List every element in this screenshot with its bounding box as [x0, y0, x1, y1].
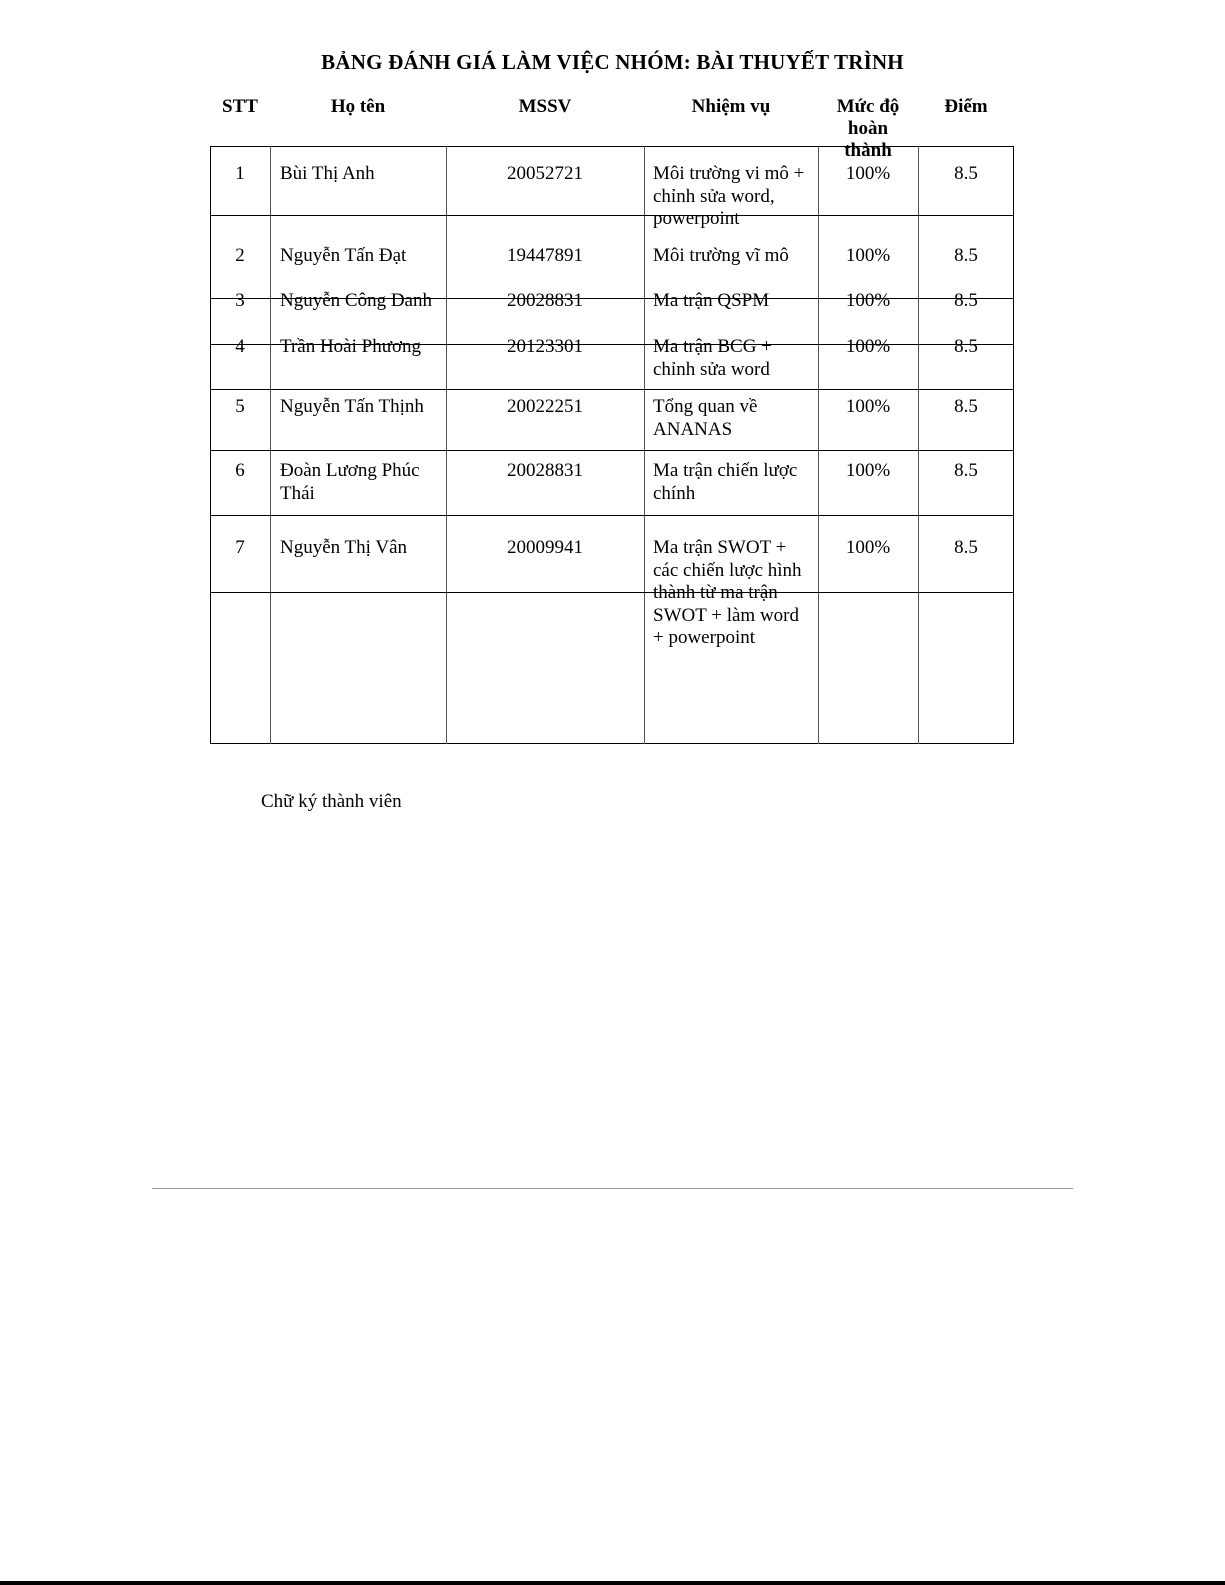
task-line: chỉnh sửa word — [653, 358, 770, 380]
row-divider — [210, 515, 1014, 516]
row-4-task — [653, 336, 772, 381]
row-4-completion: 100% — [845, 336, 891, 357]
row-6-task — [653, 460, 797, 505]
row-divider — [210, 389, 1014, 390]
row-2-mssv: 19447891 — [507, 245, 583, 266]
row-7-mssv: 20009941 — [507, 537, 583, 558]
row-1-mssv: 20052721 — [507, 163, 583, 184]
row-1-task — [653, 163, 804, 231]
row-3-score: 8.5 — [954, 290, 978, 311]
row-5-mssv: 20022251 — [507, 396, 583, 417]
task-line: ANANAS — [653, 418, 733, 440]
name-line: Đoàn Lương Phúc — [280, 460, 420, 481]
task-line: Ma trận BCG + — [653, 336, 772, 357]
row-6-stt: 6 — [235, 460, 245, 481]
row-7-task — [653, 537, 802, 650]
row-4-name: Trần Hoài Phương — [280, 336, 422, 357]
row-6-name — [280, 460, 420, 505]
row-2-name: Nguyễn Tấn Đạt — [280, 245, 407, 266]
column-divider — [270, 146, 271, 744]
task-line: chính — [653, 482, 696, 504]
row-divider — [210, 215, 1014, 216]
row-7-completion: 100% — [845, 537, 891, 558]
row-1-completion: 100% — [845, 163, 891, 184]
row-4-score: 8.5 — [954, 336, 978, 357]
evaluation-table — [210, 146, 1014, 744]
name-line: Thái — [280, 482, 315, 504]
row-3-mssv: 20028831 — [507, 290, 583, 311]
row-6-completion: 100% — [845, 460, 891, 481]
task-line: SWOT + làm word — [653, 604, 799, 626]
row-3-completion: 100% — [845, 290, 891, 311]
row-7-score: 8.5 — [954, 537, 978, 558]
task-line: Ma trận SWOT + — [653, 537, 787, 558]
header-completion-line: thành — [844, 140, 892, 161]
document-title: BẢNG ĐÁNH GIÁ LÀM VIỆC NHÓM: BÀI THUYẾT TRÌNH — [321, 50, 904, 74]
row-2-stt: 2 — [235, 245, 245, 266]
task-line: Ma trận chiến lược — [653, 460, 798, 481]
row-5-name: Nguyễn Tấn Thịnh — [280, 396, 424, 417]
row-5-completion: 100% — [845, 396, 891, 417]
header-completion-line: Mức độ — [836, 96, 900, 117]
header-mssv: MSSV — [518, 96, 572, 117]
header-completion-line: hoàn — [847, 118, 889, 139]
row-2-score: 8.5 — [954, 245, 978, 266]
header-task: Nhiệm vụ — [691, 96, 771, 117]
row-7-stt: 7 — [235, 537, 245, 558]
row-2-completion: 100% — [845, 245, 891, 266]
row-3-stt: 3 — [235, 290, 245, 311]
row-5-stt: 5 — [235, 396, 245, 417]
task-line: + powerpoint — [653, 627, 756, 648]
row-divider — [210, 592, 1014, 593]
column-divider — [818, 146, 819, 744]
task-line: Tổng quan về — [653, 396, 758, 417]
column-divider — [446, 146, 447, 744]
task-line: Môi trường vi mô + — [653, 163, 805, 184]
header-score: Điểm — [944, 96, 988, 117]
row-6-score: 8.5 — [954, 460, 978, 481]
header-stt: STT — [222, 96, 258, 117]
row-7-name: Nguyễn Thị Vân — [280, 537, 408, 558]
task-line: thành từ ma trận — [653, 582, 778, 603]
row-1-stt: 1 — [235, 163, 245, 184]
page-bottom-edge — [0, 1581, 1225, 1585]
column-divider — [644, 146, 645, 744]
task-line: powerpoint — [653, 208, 740, 229]
row-divider — [210, 450, 1014, 451]
row-3-name: Nguyễn Công Danh — [280, 290, 432, 311]
row-2-task: Môi trường vĩ mô — [653, 245, 789, 266]
row-5-score: 8.5 — [954, 396, 978, 417]
page-divider — [152, 1188, 1073, 1189]
header-name: Họ tên — [330, 96, 386, 117]
row-5-task — [653, 396, 757, 441]
row-1-score: 8.5 — [954, 163, 978, 184]
row-4-stt: 4 — [235, 336, 245, 357]
row-4-mssv: 20123301 — [507, 336, 583, 357]
task-line: chỉnh sửa word, — [653, 185, 775, 207]
signature-label: Chữ ký thành viên — [261, 791, 402, 812]
row-3-task: Ma trận QSPM — [653, 290, 770, 311]
row-1-name: Bùi Thị Anh — [280, 163, 375, 184]
row-6-mssv: 20028831 — [507, 460, 583, 481]
column-divider — [918, 146, 919, 744]
task-line: các chiến lược hình — [653, 559, 802, 581]
